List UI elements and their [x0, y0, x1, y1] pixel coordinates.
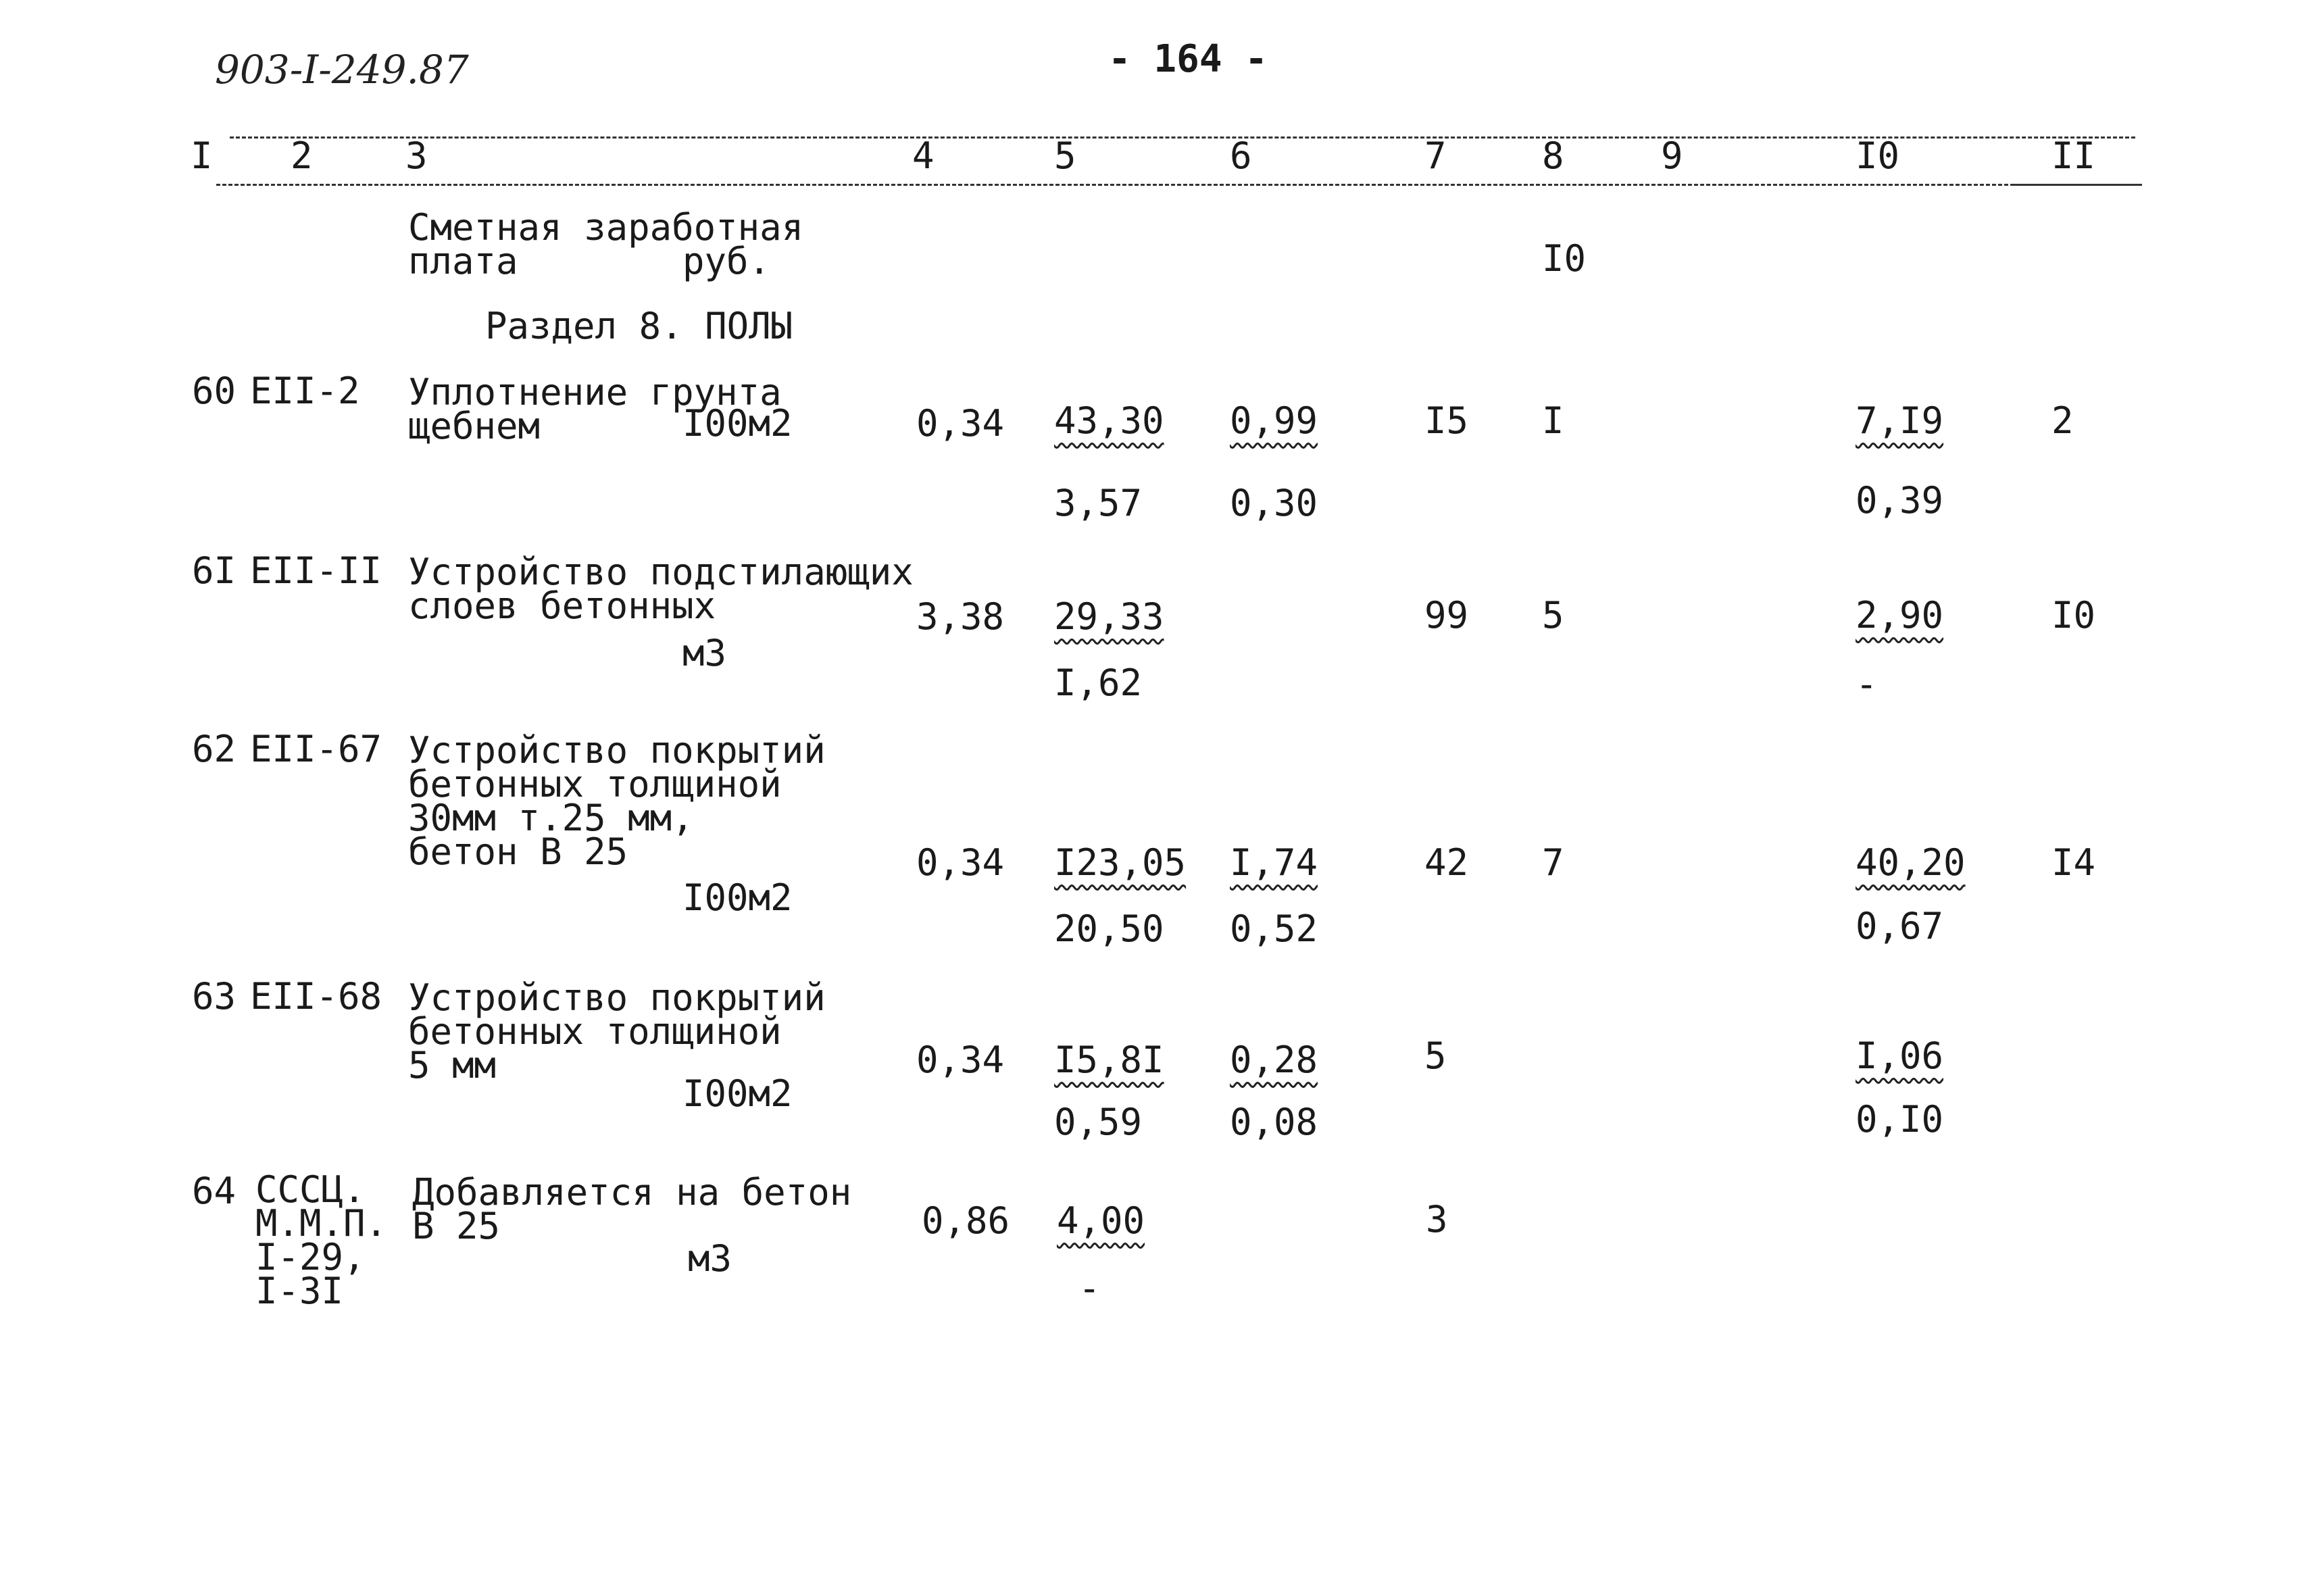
- row-code: ЕІІ-ІІ: [250, 549, 382, 592]
- col-header-7: 7: [1424, 134, 1447, 177]
- row-code-line: І-3І: [255, 1270, 344, 1312]
- col6-top-value: I,74: [1230, 841, 1318, 884]
- col10-bottom-value: -: [1856, 663, 1878, 705]
- col6-bottom-value: 0,30: [1230, 482, 1318, 524]
- header-top-rule: [230, 136, 2135, 139]
- row-desc-line: 5 мм: [408, 1044, 497, 1087]
- wage-unit: руб.: [682, 240, 771, 282]
- col4-value: 0,34: [916, 402, 1005, 445]
- col-header-1: I: [191, 134, 213, 177]
- row-desc-line: Добавляется на бетон: [412, 1171, 852, 1214]
- col5-top-value: 29,33: [1054, 595, 1164, 638]
- row-code-line: І-29,: [255, 1236, 366, 1278]
- row-desc-line: бетонных толщиной: [408, 763, 782, 805]
- col-header-5: 5: [1054, 134, 1076, 177]
- col7-value: 5: [1424, 1034, 1447, 1077]
- col-header-6: 6: [1230, 134, 1252, 177]
- row-number: 60: [192, 370, 237, 412]
- col4-value: 0,86: [922, 1199, 1010, 1242]
- col-header-8: 8: [1542, 134, 1564, 177]
- col-header-4: 4: [912, 134, 935, 177]
- col7-value: 42: [1424, 841, 1469, 884]
- col5-top-value: 43,30: [1054, 399, 1164, 442]
- document-code: 903-І-249.87: [215, 47, 469, 93]
- row-number: 6I: [192, 549, 237, 592]
- col7-value: 99: [1424, 594, 1469, 637]
- col10-bottom-value: 0,39: [1856, 479, 1944, 522]
- row-desc-line: бетон В 25: [408, 830, 628, 873]
- row-unit: м3: [688, 1237, 732, 1280]
- col4-value: 3,38: [916, 595, 1005, 638]
- col-header-9: 9: [1661, 134, 1683, 177]
- col8-value: 7: [1542, 841, 1564, 884]
- row-desc-line: 30мм т.25 мм,: [408, 797, 694, 839]
- row-desc-line: Устройство подстилающих: [408, 551, 914, 593]
- col5-bottom-value: 20,50: [1054, 907, 1164, 950]
- col6-bottom-value: 0,52: [1230, 907, 1318, 950]
- row-desc-line: щебнем: [408, 405, 541, 447]
- col5-top-value: I23,05: [1054, 841, 1187, 884]
- row-unit: I00м2: [682, 402, 793, 445]
- row-number: 63: [192, 975, 237, 1018]
- row-desc-line: бетонных толщиной: [408, 1010, 782, 1053]
- col10-bottom-value: 0,I0: [1856, 1098, 1944, 1141]
- col4-value: 0,34: [916, 841, 1005, 884]
- wage-desc-line1: Сметная заработная: [408, 206, 804, 249]
- row-unit: м3: [682, 632, 727, 674]
- section-title: Раздел 8. ПОЛЫ: [485, 305, 793, 347]
- col-header-2: 2: [291, 134, 313, 177]
- row-number: 64: [192, 1170, 237, 1212]
- row-code-line: М.М.П.: [255, 1202, 388, 1245]
- col5-bottom-value: 3,57: [1054, 482, 1143, 524]
- col5-bottom-value: I,62: [1054, 662, 1143, 704]
- header-bottom-rule-end: [2014, 184, 2142, 186]
- wage-col8: I0: [1542, 237, 1587, 280]
- row-desc-line: В 25: [412, 1205, 501, 1247]
- row-number: 62: [192, 728, 237, 770]
- row-desc-line: Устройство покрытий: [408, 976, 826, 1019]
- col-header-11: II: [2051, 134, 2096, 177]
- row-code: ЕІІ-68: [250, 975, 382, 1018]
- col11-value: I0: [2051, 594, 2096, 637]
- col11-value: I4: [2051, 841, 2096, 884]
- col5-bottom-value: -: [1078, 1267, 1101, 1310]
- wage-desc-line2: плата: [408, 240, 518, 282]
- col10-top-value: 7,I9: [1856, 399, 1944, 442]
- page-number: - 164 -: [1108, 37, 1268, 81]
- row-desc-line: слоев бетонных: [408, 584, 716, 627]
- col10-top-value: 2,90: [1856, 594, 1944, 637]
- col7-value: 3: [1426, 1198, 1448, 1241]
- col8-value: I: [1542, 399, 1564, 442]
- col6-top-value: 0,28: [1230, 1039, 1318, 1081]
- row-code: ЕІІ-67: [250, 728, 382, 770]
- col8-value: 5: [1542, 594, 1564, 637]
- col-header-10: I0: [1856, 134, 1900, 177]
- col-header-3: 3: [405, 134, 428, 177]
- row-unit: I00м2: [682, 1072, 793, 1115]
- col10-top-value: 40,20: [1856, 841, 1966, 884]
- col11-value: 2: [2051, 399, 2074, 442]
- col7-value: I5: [1424, 399, 1469, 442]
- header-bottom-rule: [216, 184, 2142, 186]
- col5-top-value: 4,00: [1057, 1199, 1145, 1242]
- row-unit: I00м2: [682, 876, 793, 919]
- col5-top-value: I5,8I: [1054, 1039, 1164, 1081]
- row-desc-line: Уплотнение грунта: [408, 371, 782, 414]
- col10-bottom-value: 0,67: [1856, 905, 1944, 947]
- col6-top-value: 0,99: [1230, 399, 1318, 442]
- col5-bottom-value: 0,59: [1054, 1101, 1143, 1143]
- row-code: ЕІІ-2: [250, 370, 360, 412]
- row-desc-line: Устройство покрытий: [408, 729, 826, 772]
- col6-bottom-value: 0,08: [1230, 1101, 1318, 1143]
- col4-value: 0,34: [916, 1039, 1005, 1081]
- row-code-line: СССЦ.: [255, 1168, 366, 1211]
- col10-top-value: I,06: [1856, 1034, 1944, 1077]
